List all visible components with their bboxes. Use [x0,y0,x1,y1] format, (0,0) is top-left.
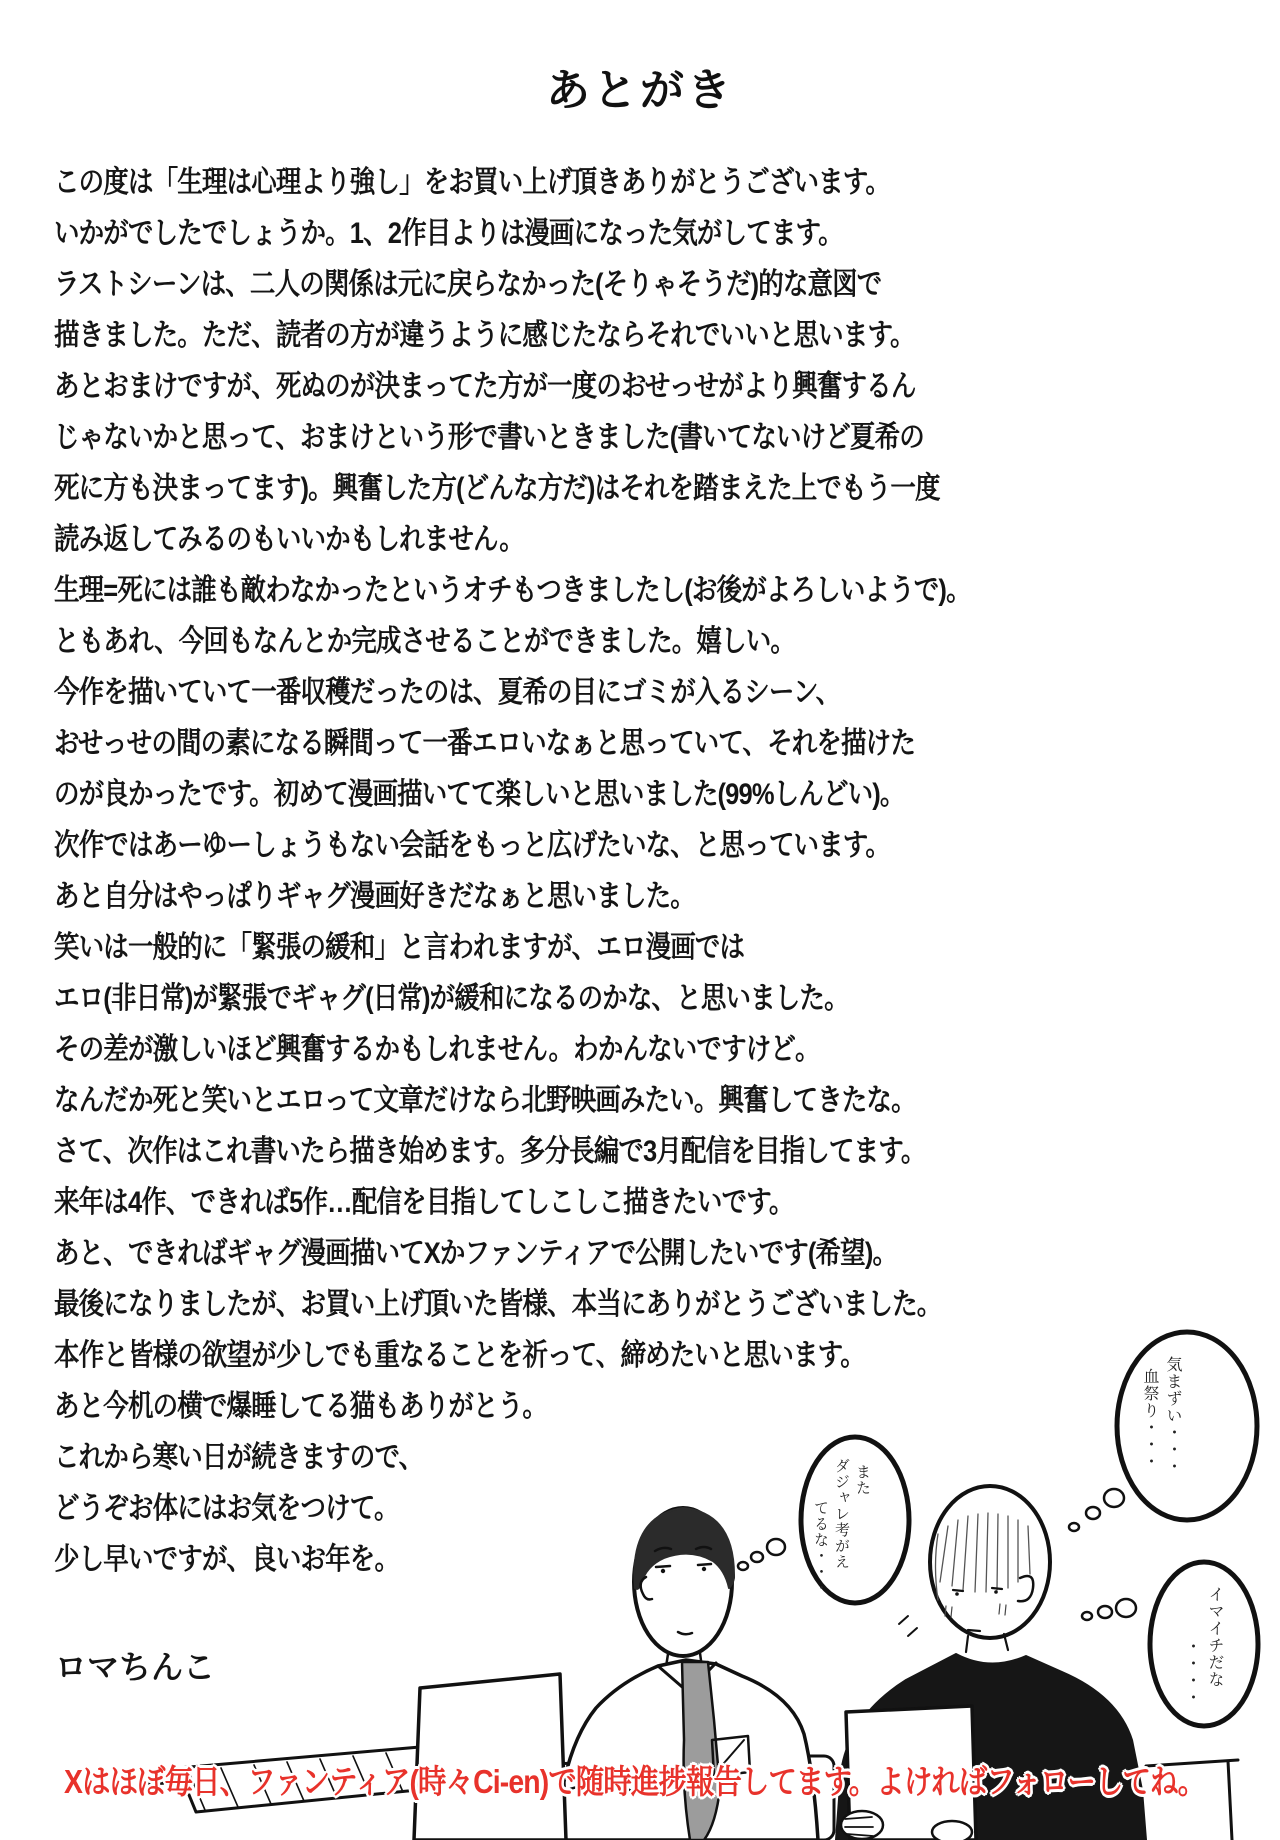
bubble-text-imaichi [1180,1586,1226,1716]
body-line: おせっせの間の素になる瞬間って一番エロいなぁと思っていて、それを描けた [54,727,915,760]
bubble-text-col: また [854,1464,871,1496]
bubble-text-col: イマイチだな [1206,1586,1223,1688]
bubble-text-kimazui [1138,1356,1184,1511]
body-line: ともあれ、今回もなんとか完成させることができました。嬉しい。 [54,625,796,658]
body-line: ラストシーンは、二人の関係は元に戻らなかった(そりゃそうだ)的な意図で [54,268,882,301]
body-line: 来年は4作、できれば5作…配信を目指してしこしこ描きたいです。 [54,1186,794,1219]
body-line: あと今机の横で爆睡してる猫もありがとう。 [54,1390,547,1423]
body-line: エロ(非日常)が緊張でギャグ(日常)が緩和になるのかな、と思いました。 [54,982,849,1015]
footer-follow-note: Xはほぼ毎日、ファンティア(時々Ci-en)で随時進捗報告してます。よければフォローしてね。 [64,1763,1206,1800]
bubble-text-col: 気まずい・・・ [1164,1356,1181,1475]
fluster-marks [899,1616,917,1636]
page-title: あとがき [546,66,734,115]
body-line: この度は「生理は心理より強し」をお買い上げ頂きありがとうございます。 [54,166,891,199]
body-line: 本作と皆様の欲望が少しでも重なることを祈って、締めたいと思います。 [54,1339,865,1372]
author-signature: ロマちんこ [55,1649,216,1685]
body-line: 死に方も決まってます)。興奮した方(どんな方だ)はそれを踏まえた上でもう一度 [54,472,940,505]
body-line: 描きました。ただ、読者の方が違うように感じたならそれでいいと思います。 [54,319,915,352]
body-line: 最後になりましたが、お買い上げ頂いた皆様、本当にありがとうございました。 [54,1288,942,1321]
body-line: のが良かったです。初めて漫画描いてて楽しいと思いました(99%しんどい)。 [54,778,905,811]
body-line: あとおまけですが、死ぬのが決まってた方が一度のおせっせがより興奮するん [54,370,916,403]
bubble-text-col: ・・・・ [1183,1638,1200,1706]
body-line: 少し早いですが、良いお年を。 [54,1543,400,1576]
bubble-text-col: てるな・・・ [812,1500,829,1596]
woman-ear [1018,1576,1033,1601]
body-line: これから寒い日が続きますので、 [54,1441,424,1474]
body-line: 生理=死には誰も敵わなかったというオチもつきましたし(お後がよろしいようで)。 [54,574,971,607]
body-line: 次作ではあーゆーしょうもない会話をもっと広げたいな、と思っています。 [54,829,891,862]
body-line: どうぞお体にはお気をつけて。 [54,1492,399,1525]
bubble-text-col: ダジャレ考がえ [833,1458,850,1570]
body-line: じゃないかと思って、おまけという形で書いときました(書いてないけど夏希の [54,421,924,454]
body-line: いかがでしたでしょうか。1、2作目よりは漫画になった気がしてます。 [54,217,843,250]
bubble-text-col: 血祭り・・・ [1141,1368,1158,1470]
body-line: あと自分はやっぱりギャグ漫画好きだなぁと思いました。 [54,880,695,913]
body-line: 読み返してみるのもいいかもしれません。 [54,523,524,556]
body-line: さて、次作はこれ書いたら描き始めます。多分長編で3月配信を目指してます。 [54,1135,926,1168]
body-line: 笑いは一般的に「緊張の緩和」と言われますが、エロ漫画では [54,931,745,964]
body-line: その差が激しいほど興奮するかもしれません。わかんないですけど。 [54,1033,820,1066]
body-line: あと、できればギャグ漫画描いてXかファンティアで公開したいです(希望)。 [54,1237,898,1270]
bubble-text-dajare [810,1458,873,1608]
body-line: なんだか死と笑いとエロって文章だけなら北野映画みたい。興奮してきたな。 [54,1084,916,1117]
body-line: 今作を描いていて一番収穫だったのは、夏希の目にゴミが入るシーン、 [54,676,841,709]
